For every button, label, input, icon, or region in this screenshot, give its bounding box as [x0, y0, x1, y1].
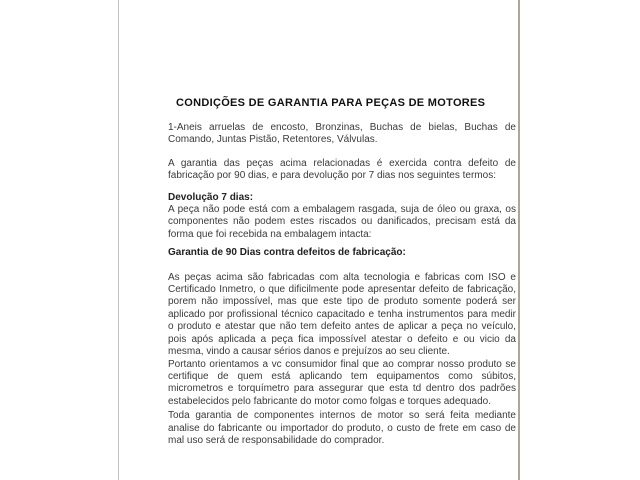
paragraph-warranty-terms: A garantia das peças acima relacionadas é exercida contra defeito de fabricação por 90 dias, e para devolução por 7 dias nos seguintes termos: [168, 157, 516, 182]
page-left-border [118, 0, 119, 480]
document-content [168, 97, 516, 447]
paragraph-garantia-details: As peças acima são fabricadas com alta tecnologia e fabricas com ISO e Certificado Inmetro, o que dificilmente pode apresentar defeito de fabricação, porem não impossível, mas que este tipo de produto somente poderá ser aplicado por profissional técnico capacitado e tenha instrumentos para medir o produto e atestar que não tem defeito antes de aplicar a peça no veículo, pois após aplicada a peça fica impossível atestar o defeito e ou vicio da mesma, vindo a causar sérios danos e prejuízos ao seu cliente. [168, 271, 516, 358]
paragraph-parts-list: 1-Aneis arruelas de encosto, Bronzinas, Buchas de bielas, Buchas de Comando, Juntas Pistão, Retentores, Válvulas. [168, 122, 516, 146]
paragraph-orientacao-consumidor: Portanto orientamos a vc consumidor final que ao comprar nosso produto se certifique de quem está aplicando tem equipamentos como súbitos, micrometros e torquímetro para assegurar que esta td dentro dos padrões estabelecidos pelo fabricante do motor como folgas e torques adequado. [168, 358, 516, 407]
heading-devolucao-7-dias: Devolução 7 dias: [168, 191, 254, 203]
page-right-border [518, 0, 520, 480]
document-title: CONDIÇÕES DE GARANTIA PARA PEÇAS DE MOTORES [176, 97, 486, 109]
paragraph-devolucao-conditions: A peça não pode está com a embalagem rasgada, suja de óleo ou graxa, os componentes não podem estes riscados ou danificados, precisam está da forma que foi recebida na embalagem intacta: [168, 204, 516, 240]
paragraph-analise-fabricante: Toda garantia de componentes internos de motor so será feita mediante analise do fabricante ou importador do produto, o custo de frete em caso de mal uso será de responsabilidade do comprador. [168, 410, 516, 446]
heading-garantia-90-dias: Garantia de 90 Dias contra defeitos de fabricação: [168, 247, 406, 259]
